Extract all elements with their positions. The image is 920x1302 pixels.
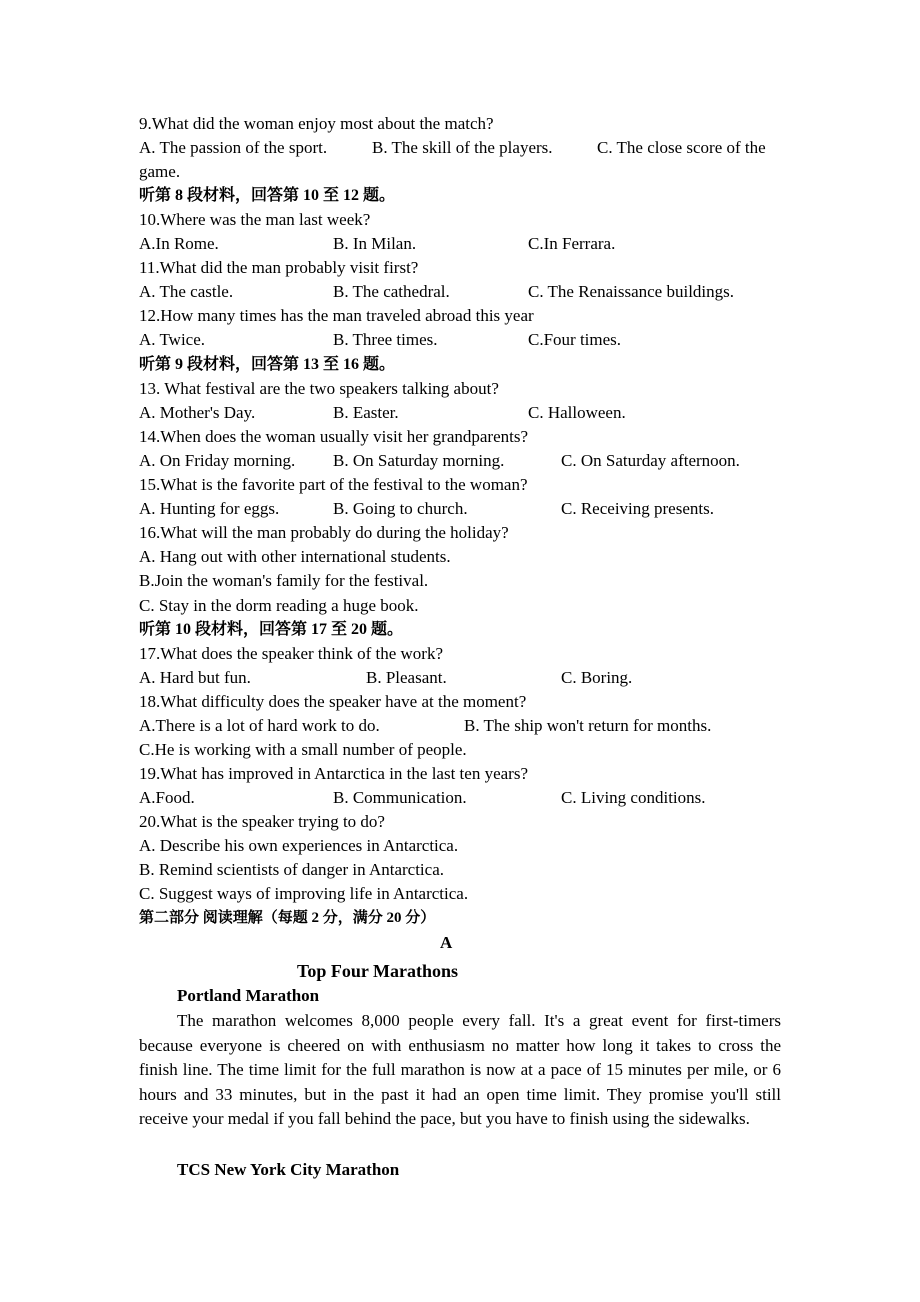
question-11: 11.What did the man probably visit first? <box>139 258 419 277</box>
option-c: C. Suggest ways of improving life in Antarctica. <box>139 884 469 903</box>
option-b: B. Going to church. <box>333 499 468 518</box>
option-b: B. The skill of the players. <box>372 138 553 157</box>
section-letter: A <box>440 933 453 952</box>
q13-options <box>139 401 779 425</box>
option-b: B. Easter. <box>333 403 399 422</box>
article-title: Top Four Marathons <box>297 961 459 981</box>
option-a: A. Hard but fun. <box>139 668 251 687</box>
option-b: B. In Milan. <box>333 234 417 253</box>
option-c: C. Receiving presents. <box>561 499 714 518</box>
option-c: C.Four times. <box>528 330 622 349</box>
option-b: B.Join the woman's family for the festival. <box>139 571 429 590</box>
option-a: A. Hang out with other international students. <box>139 547 451 566</box>
option-b: B. Communication. <box>333 788 467 807</box>
question-15: 15.What is the favorite part of the festival to the woman? <box>139 475 528 494</box>
question-12: 12.How many times has the man traveled abroad this year <box>139 306 534 325</box>
option-a: A. Twice. <box>139 330 206 349</box>
option-a: A. On Friday morning. <box>139 451 296 470</box>
part-two-heading: 第二部分 阅读理解（每题 2 分，满分 20 分） <box>139 910 436 926</box>
subheading-new-york: TCS New York City Marathon <box>177 1160 400 1179</box>
option-c: C. Boring. <box>561 668 633 687</box>
option-a: A.Food. <box>139 788 195 807</box>
question-19: 19.What has improved in Antarctica in the last ten years? <box>139 764 528 783</box>
question-14: 14.When does the woman usually visit her grandparents? <box>139 427 529 446</box>
option-a: A.In Rome. <box>139 234 219 253</box>
question-17: 17.What does the speaker think of the work? <box>139 644 444 663</box>
option-c: C. The close score of the <box>597 138 766 157</box>
question-10: 10.Where was the man last week? <box>139 210 371 229</box>
option-c: C. On Saturday afternoon. <box>561 451 740 470</box>
question-18: 18.What difficulty does the speaker have at the moment? <box>139 692 527 711</box>
q14-options <box>139 449 779 473</box>
option-b: B. Remind scientists of danger in Antarctica. <box>139 860 444 879</box>
q12-options <box>139 328 779 352</box>
option-c: C. The Renaissance buildings. <box>528 282 735 301</box>
q9-options <box>139 136 779 160</box>
option-a: A. The passion of the sport. <box>139 138 328 157</box>
section-heading-10: 听第 10 段材料，回答第 17 至 20 题。 <box>139 621 404 638</box>
section-heading-8: 听第 8 段材料，回答第 10 至 12 题。 <box>139 187 396 204</box>
option-b: B. The ship won't return for months. <box>464 716 712 735</box>
option-b: B. Three times. <box>333 330 438 349</box>
option-c: C. Living conditions. <box>561 788 706 807</box>
option-c: C.He is working with a small number of people. <box>139 740 467 759</box>
option-c: C.In Ferrara. <box>528 234 616 253</box>
question-9: 9.What did the woman enjoy most about the match? <box>139 114 494 133</box>
option-a: A. Mother's Day. <box>139 403 256 422</box>
q15-options <box>139 497 779 521</box>
q11-options <box>139 280 779 304</box>
option-c: C. Stay in the dorm reading a huge book. <box>139 596 419 615</box>
option-a: A. Describe his own experiences in Antarctica. <box>139 836 459 855</box>
section-heading-9: 听第 9 段材料，回答第 13 至 16 题。 <box>139 356 396 373</box>
option-a: A. Hunting for eggs. <box>139 499 280 518</box>
q19-options <box>139 786 779 810</box>
option-a: A.There is a lot of hard work to do. <box>139 716 380 735</box>
question-13: 13. What festival are the two speakers talking about? <box>139 379 499 398</box>
q10-options <box>139 232 779 256</box>
option-c-continued: game. <box>139 162 181 181</box>
option-b: B. On Saturday morning. <box>333 451 505 470</box>
option-b: B. Pleasant. <box>366 668 447 687</box>
subheading-portland: Portland Marathon <box>177 986 320 1005</box>
paragraph-portland: The marathon welcomes 8,000 people every fall. It's a great event for first-timers because everyone is cheered on with enthusiasm no matter how long it takes to cross the finish line. The time limit for the full marathon is now at a pace of 15 minutes per mile, or 6 hours and 33 minutes, but in the past it had an open time limit. They promise you'll still receive your medal if you fall behind the pace, but you have to finish using the sidewalks. <box>139 1011 781 1129</box>
option-b: B. The cathedral. <box>333 282 450 301</box>
q18-options <box>139 714 779 738</box>
option-a: A. The castle. <box>139 282 234 301</box>
q17-options <box>139 666 779 690</box>
question-20: 20.What is the speaker trying to do? <box>139 812 385 831</box>
option-c: C. Halloween. <box>528 403 626 422</box>
question-16: 16.What will the man probably do during the holiday? <box>139 523 509 542</box>
